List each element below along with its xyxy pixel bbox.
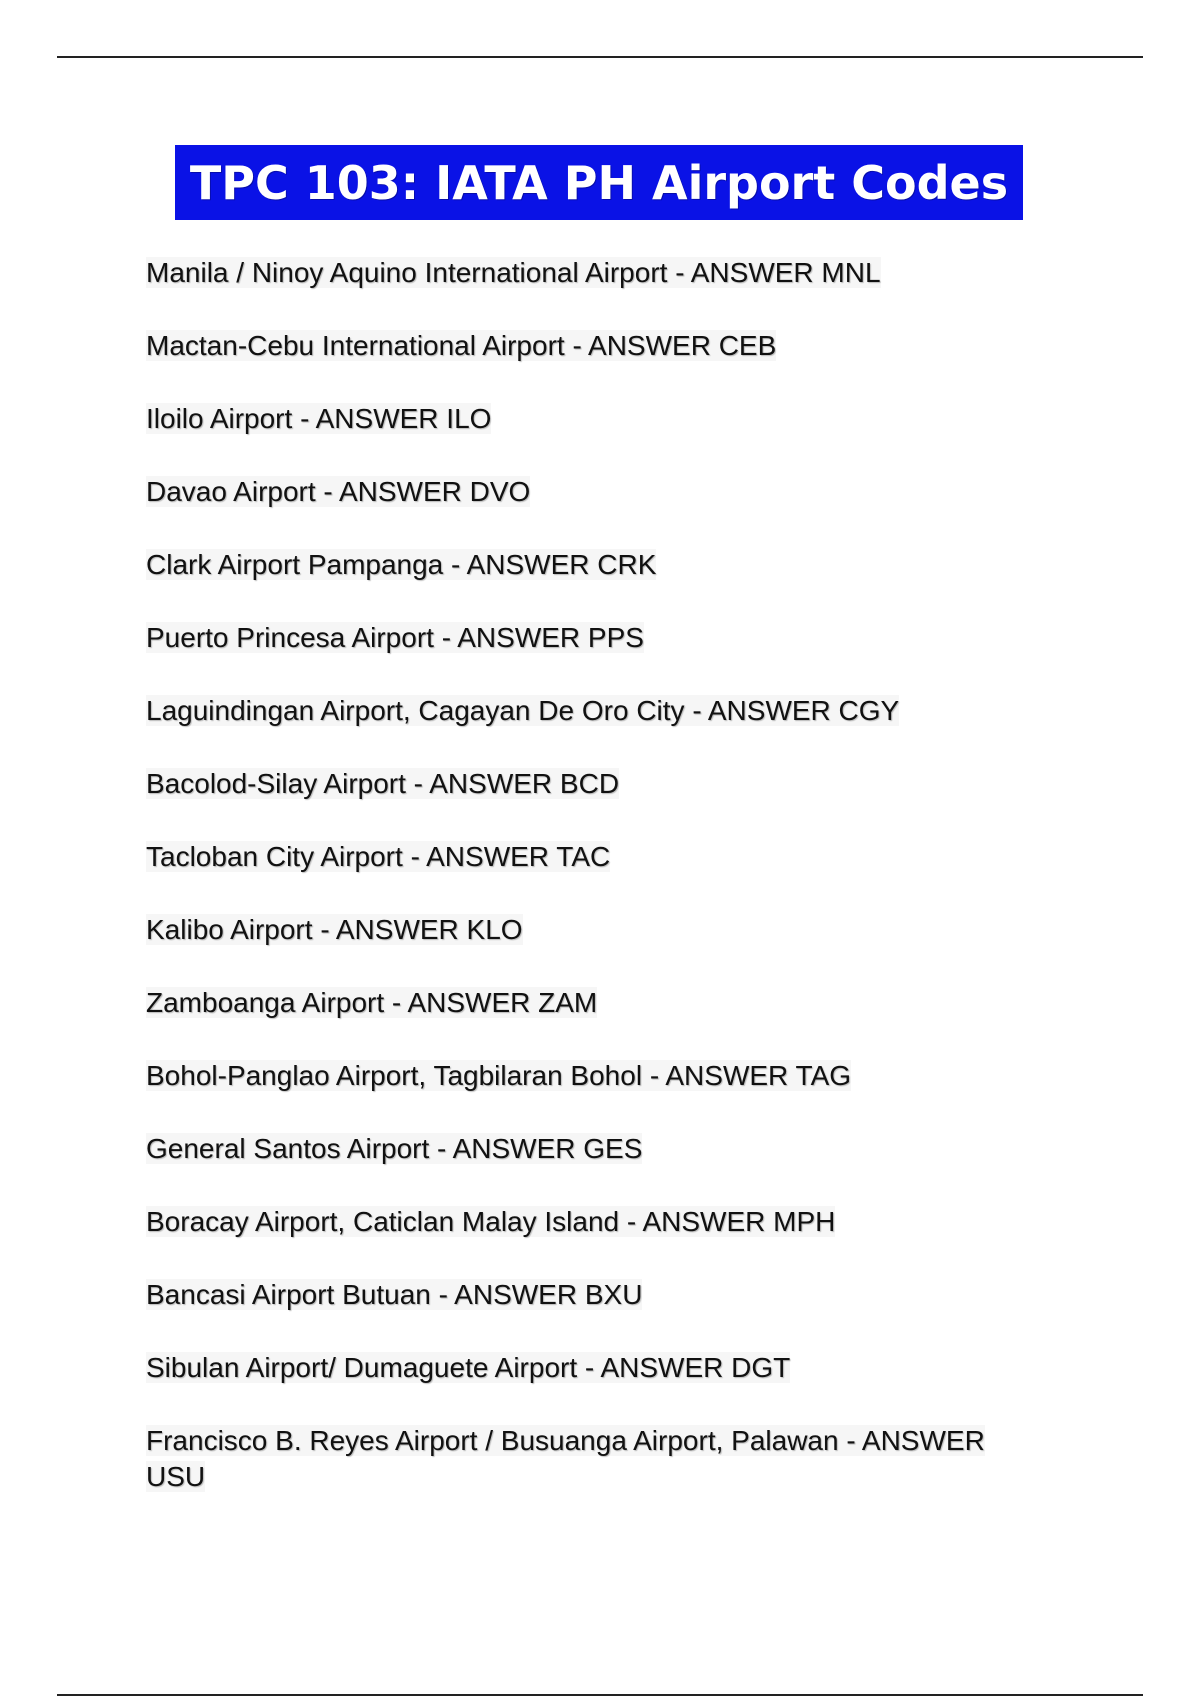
list-item xyxy=(146,1423,1026,1495)
list-item-text: Davao Airport - ANSWER DVO xyxy=(146,476,531,507)
page-title: TPC 103: IATA PH Airport Codes xyxy=(189,155,1009,210)
list-item xyxy=(146,1204,1026,1240)
list-item-text: Bacolod-Silay Airport - ANSWER BCD xyxy=(146,768,620,799)
list-item-text: Puerto Princesa Airport - ANSWER PPS xyxy=(146,622,644,653)
list-item xyxy=(146,255,1026,291)
list-item xyxy=(146,328,1026,364)
title-banner xyxy=(175,145,1023,220)
list-item-text: Iloilo Airport - ANSWER ILO xyxy=(146,403,492,434)
bottom-divider xyxy=(57,1694,1143,1696)
list-item xyxy=(146,547,1026,583)
list-item-text: Manila / Ninoy Aquino International Airport - ANSWER MNL xyxy=(146,257,881,288)
list-item xyxy=(146,401,1026,437)
list-item xyxy=(146,474,1026,510)
list-item-text: Francisco B. Reyes Airport / Busuanga Airport, Palawan - ANSWER USU xyxy=(146,1425,985,1492)
list-item-text: Bohol-Panglao Airport, Tagbilaran Bohol - ANSWER TAG xyxy=(146,1060,852,1091)
list-item-text: Boracay Airport, Caticlan Malay Island - ANSWER MPH xyxy=(146,1206,836,1237)
list-item xyxy=(146,766,1026,802)
list-item xyxy=(146,693,1026,729)
top-divider xyxy=(57,56,1143,58)
list-item xyxy=(146,1131,1026,1167)
list-item-text: Clark Airport Pampanga - ANSWER CRK xyxy=(146,549,657,580)
list-item xyxy=(146,1350,1026,1386)
list-item-text: Bancasi Airport Butuan - ANSWER BXU xyxy=(146,1279,643,1310)
list-item xyxy=(146,1277,1026,1313)
list-item-text: Laguindingan Airport, Cagayan De Oro City - ANSWER CGY xyxy=(146,695,900,726)
list-item-text: Tacloban City Airport - ANSWER TAC xyxy=(146,841,611,872)
list-item xyxy=(146,985,1026,1021)
list-item-text: Sibulan Airport/ Dumaguete Airport - ANSWER DGT xyxy=(146,1352,791,1383)
list-item-text: Zamboanga Airport - ANSWER ZAM xyxy=(146,987,598,1018)
list-item-text: General Santos Airport - ANSWER GES xyxy=(146,1133,643,1164)
airport-code-list xyxy=(146,255,1026,1532)
list-item xyxy=(146,1058,1026,1094)
list-item xyxy=(146,620,1026,656)
list-item xyxy=(146,839,1026,875)
list-item xyxy=(146,912,1026,948)
list-item-text: Mactan-Cebu International Airport - ANSWER CEB xyxy=(146,330,777,361)
list-item-text: Kalibo Airport - ANSWER KLO xyxy=(146,914,523,945)
